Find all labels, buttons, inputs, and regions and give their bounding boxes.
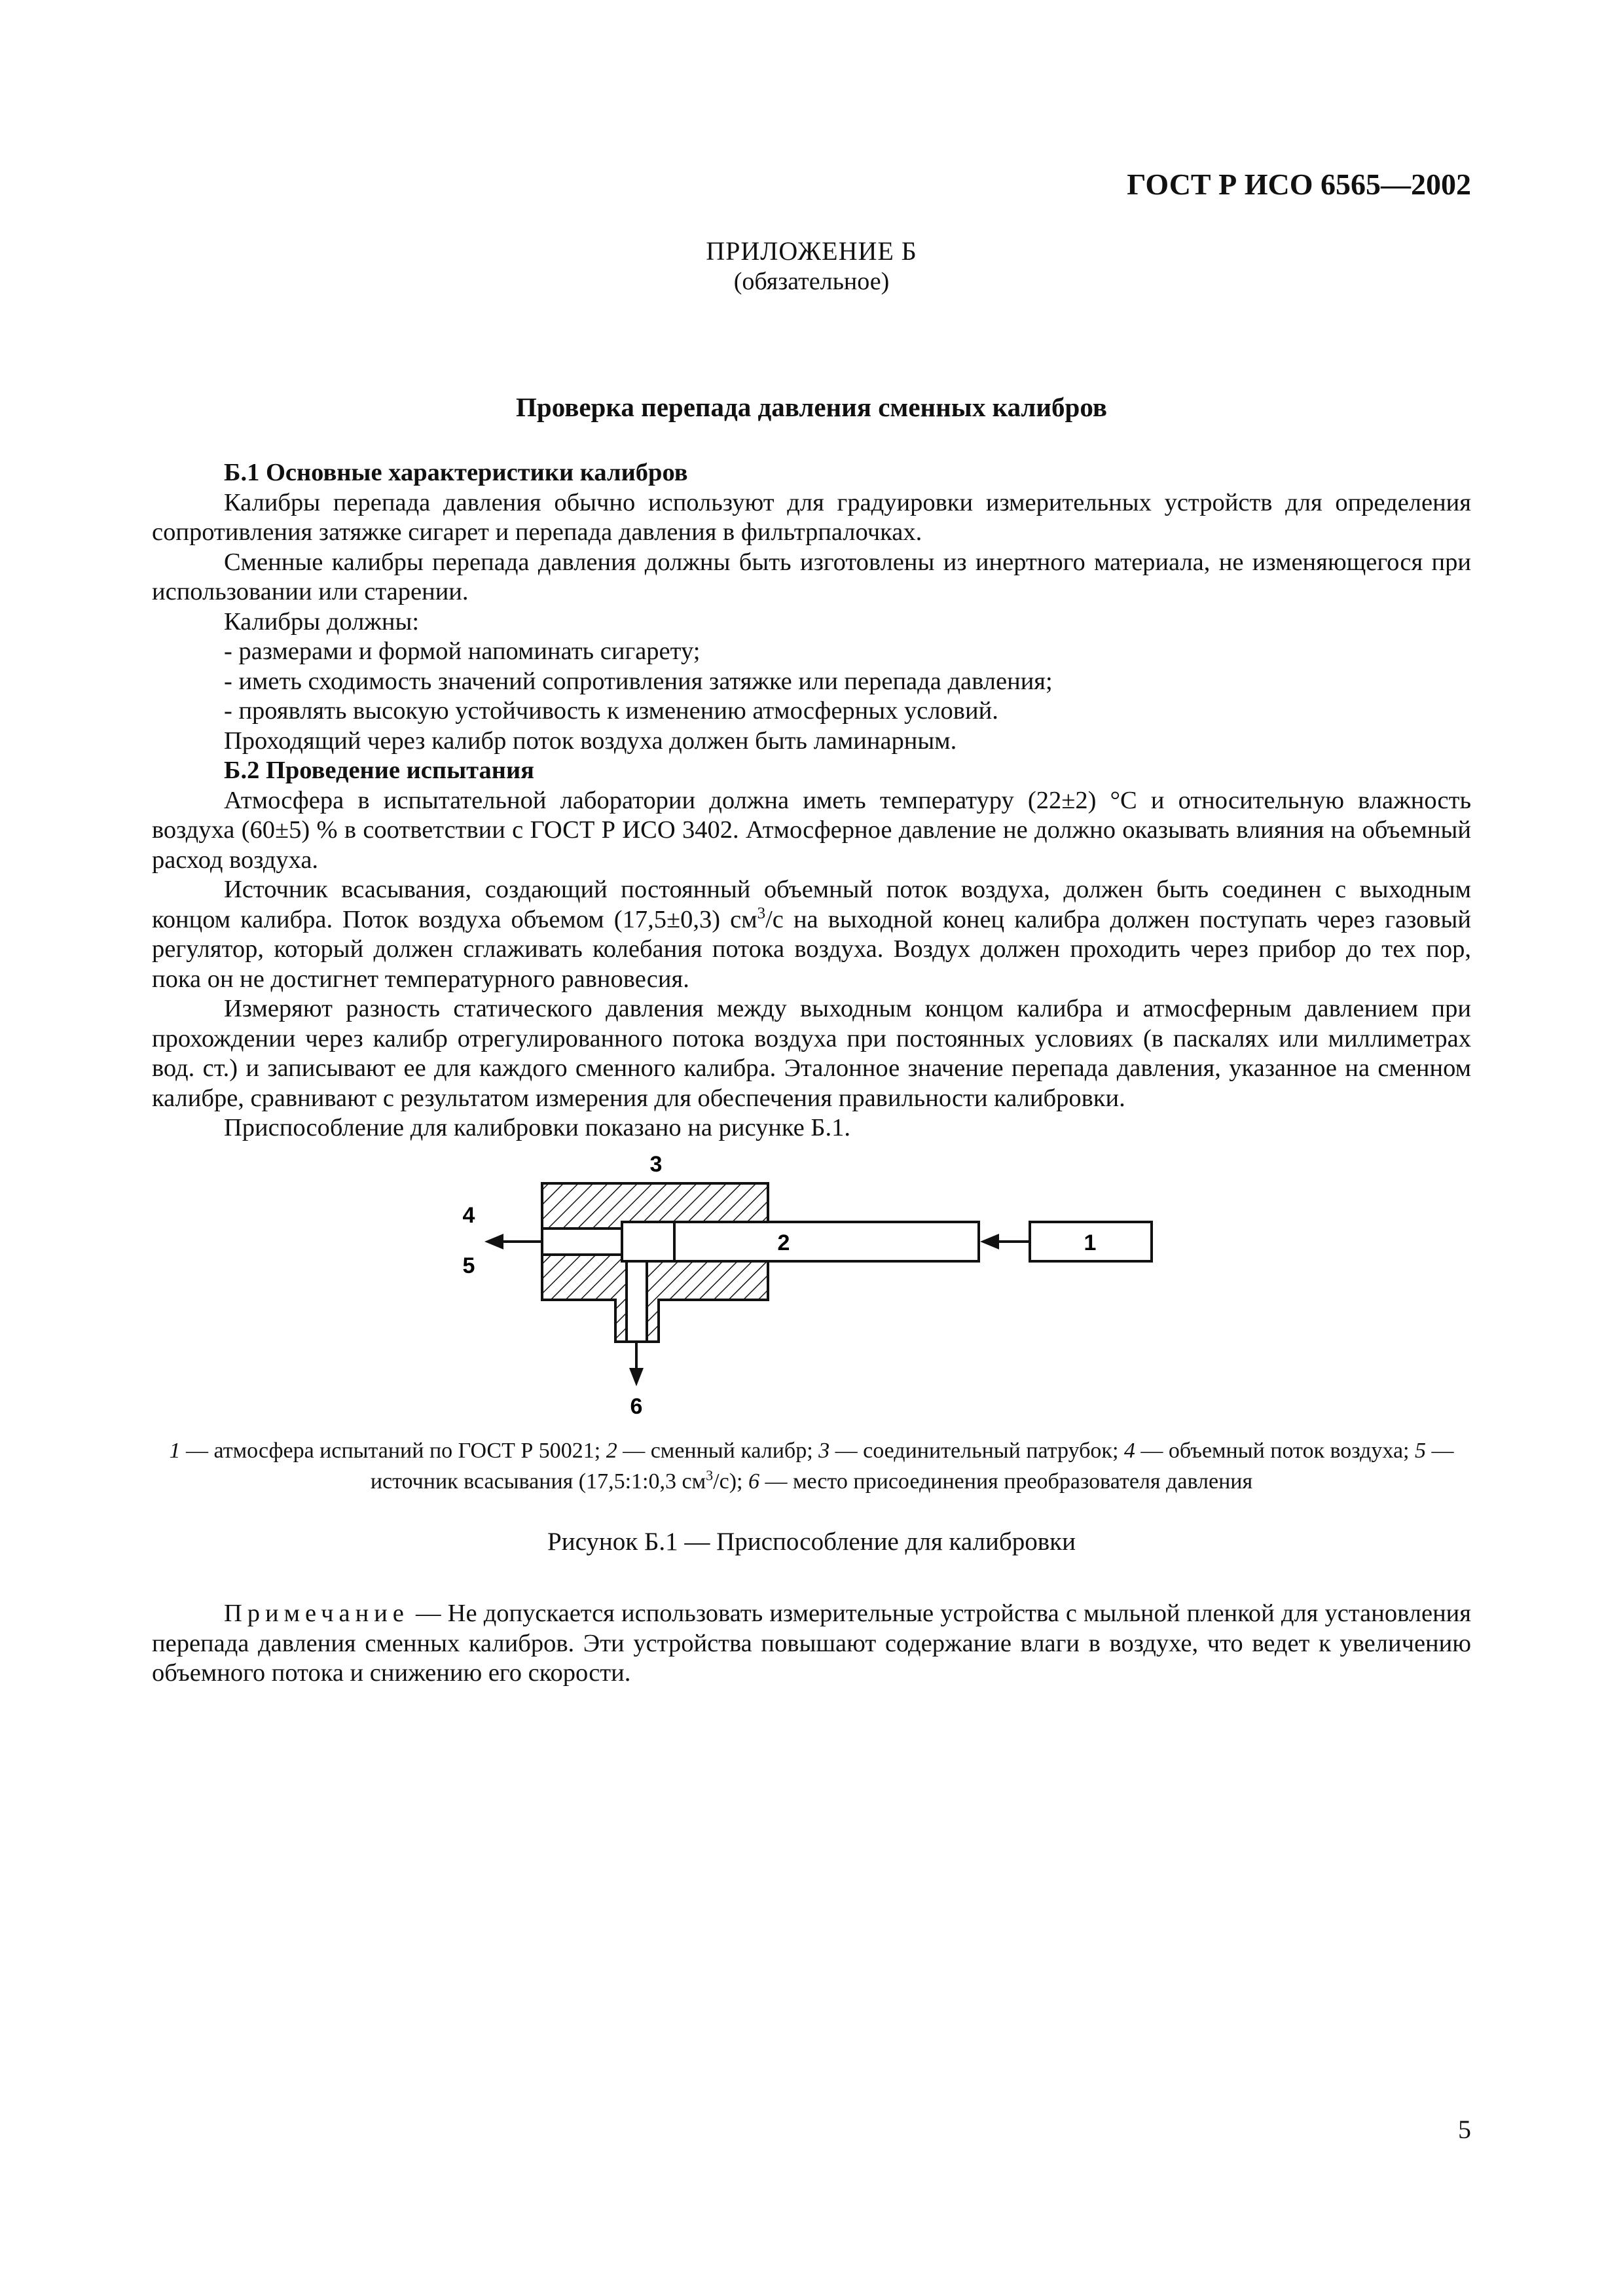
legend-number: 6 (748, 1469, 759, 1494)
figure-title: Рисунок Б.1 — Приспособление для калибровки (547, 1528, 1076, 1556)
paragraph: Измеряют разность статического давления между выходным концом калибра и атмосферным давлением при прохождении через калибр отрегулированного потока воздуха при постоянных условиях (в паскалях или миллиметрах вод. ст.) и записывают ее для каждого сменного калибра. Эталонное значение перепада давления, указанное на сменном калибре, сравнивают с результатом измерения для обеспечения правильности калибровки. (152, 995, 1471, 1112)
label-4: 4 (462, 1203, 475, 1228)
legend-number: 3 (818, 1439, 830, 1463)
legend-number: 4 (1123, 1439, 1135, 1463)
section-heading-b1: Б.1 Основные характеристики калибров (224, 459, 688, 486)
legend-number: 1 (169, 1439, 181, 1463)
paragraph (152, 875, 1471, 994)
paragraph-part: /с на выходной конец калибра должен поступать через газовый регулятор, который должен сглаживать колебания потока воздуха. Воздух должен проходить через прибор до тех пор, пока он не достигнет температурного равновесия. (152, 905, 1471, 993)
paragraph: Калибры должны: (224, 607, 420, 636)
legend-text: — объемный поток воздуха; (1135, 1439, 1415, 1463)
calibrator-body (674, 1222, 979, 1261)
list-item: - размерами и формой напоминать сигарету; (224, 637, 701, 665)
outlet-arrow-head (484, 1234, 503, 1249)
label-6: 6 (630, 1394, 643, 1419)
flow-arrow-head (980, 1234, 999, 1249)
page-number: 5 (1458, 2115, 1471, 2144)
calibration-device-diagram (0, 1139, 1623, 1433)
list-item: - проявлять высокую устойчивость к изменению атмосферных условий. (224, 697, 998, 725)
note-paragraph (152, 1599, 1471, 1689)
note-text: — Не допускается использовать измерительные устройства с мыльной пленкой для установления перепада давления сменных калибров. Эти устройства повышают содержание влаги в воздухе, что ведет к увеличению объемного потока и снижению его скорости. (152, 1600, 1471, 1687)
legend-text: — место присоединения преобразователя давления (759, 1469, 1253, 1494)
superscript: 3 (706, 1467, 714, 1484)
calibrator-tip (622, 1222, 674, 1261)
legend-text: — сменный калибр; (617, 1439, 819, 1463)
page-title: Проверка перепада давления сменных калибров (516, 392, 1107, 422)
legend-text: — атмосфера испытаний по ГОСТ Р 50021; (180, 1439, 606, 1463)
body-text (152, 458, 1471, 1143)
section-heading-b2: Б.2 Проведение испытания (224, 757, 534, 784)
paragraph: Сменные калибры перепада давления должны быть изготовлены из инертного материала, не изменяющегося при использовании или старении. (152, 548, 1471, 605)
legend-number: 2 (606, 1439, 617, 1463)
document-header-id: ГОСТ Р ИСО 6565—2002 (1127, 168, 1471, 201)
label-3: 3 (649, 1152, 663, 1177)
appendix-status: (обязательное) (733, 268, 890, 295)
legend-text: — соединительный патрубок; (830, 1439, 1124, 1463)
legend-text: — источник всасывания (17,5:1:0,3 см (370, 1439, 1454, 1494)
label-5: 5 (462, 1253, 475, 1278)
paragraph: Атмосфера в испытательной лаборатории должна иметь температуру (22±2) °С и относительную влажность воздуха (60±5) % в соответствии с ГОСТ Р ИСО 3402. Атмосферное давление не должно оказывать влияния на объемный расход воздуха. (152, 786, 1471, 874)
paragraph: Проходящий через калибр поток воздуха должен быть ламинарным. (224, 726, 957, 755)
appendix-label: ПРИЛОЖЕНИЕ Б (706, 236, 917, 266)
note-label: Примечание (224, 1600, 409, 1627)
figure-legend (152, 1435, 1471, 1497)
legend-number: 5 (1414, 1439, 1426, 1463)
paragraph: Приспособление для калибровки показано на рисунке Б.1. (224, 1114, 850, 1141)
legend-text: /с); (713, 1469, 748, 1494)
list-item: - иметь сходимость значений сопротивления затяжке или перепада давления; (224, 667, 1053, 695)
note (152, 1599, 1471, 1689)
superscript: 3 (757, 904, 766, 922)
pressure-port (627, 1255, 647, 1342)
label-2: 2 (777, 1230, 790, 1255)
paragraph: Калибры перепада давления обычно используют для градуировки измерительных устройств для определения сопротивления затяжке сигарет и перепада давления в фильтрпалочках. (152, 488, 1471, 546)
paragraph-part: Источник всасывания, создающий постоянный объемный поток воздуха, должен быть соединен с выходным концом калибра. Поток воздуха объемом (17,5±0,3) см (152, 876, 1471, 933)
port-arrow-head (629, 1368, 644, 1386)
label-1: 1 (1084, 1230, 1097, 1255)
